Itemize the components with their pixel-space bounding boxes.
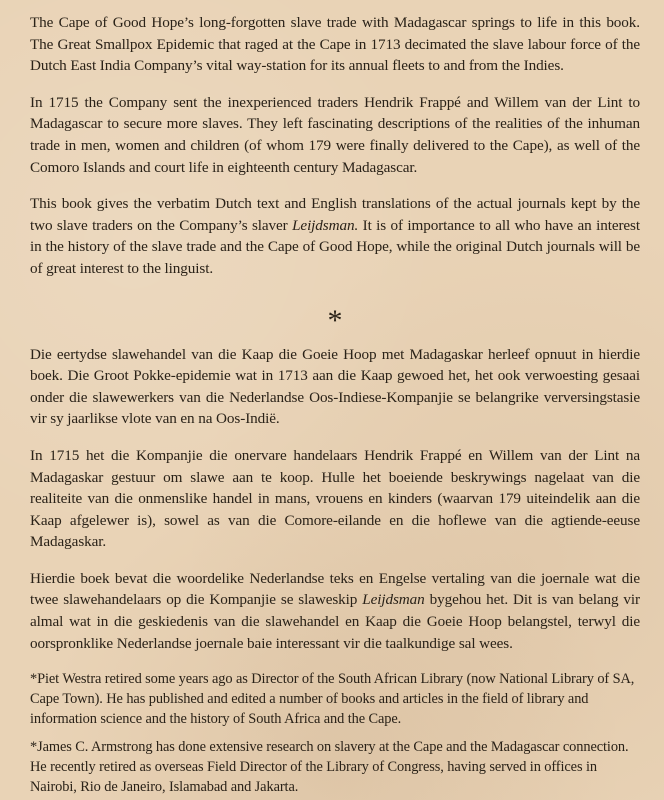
english-paragraph-2: In 1715 the Company sent the inexperienced traders Hendrik Frappé and Willem van der Lint to Madagascar to secure more slaves. They left fascinating descriptions of the realities of the inhuman trade in men, women and children (of whom 179 were finally delivered to the Cape), as well of the Comoro Islands and court life in eighteenth century Madagascar. <box>30 93 640 176</box>
afrikaans-paragraph-3 <box>30 568 640 654</box>
afrikaans-paragraph-3-text-b: bygehou het. Dit is van belang vir almal wat in die geskiedenis van die slawehandel en Kaap die Goeie Hoop belangstel, terwyl die oorspronklike Nederlandse joernale baie interessant vir die taalkundige sal wees. <box>30 591 640 652</box>
ship-name-english: Leijdsman. <box>292 216 359 234</box>
author-note-westra: *Piet Westra retired some years ago as Director of the South African Library (now National Library of SA, Cape Town). He has published and edited a number of books and articles in the field of library and information science and the history of South Africa and the Cape. <box>30 671 635 728</box>
english-paragraph-3 <box>30 193 640 279</box>
ship-name-afrikaans: Leijdsman <box>362 591 425 609</box>
afrikaans-paragraph-1: Die eertydse slawehandel van die Kaap die Goeie Hoop met Madagaskar herleef opnuut in hierdie boek. Die Groot Pokke-epidemie wat in 1713 aan die Kaap gewoed het, het ook verwoesting gesaai onder die slawewerkers van die Nederlandse Oos-Indiese-Kompanjie se belangrike verversingstasie vir sy jaarlikse vlote van en na Oos-Indië. <box>30 345 640 428</box>
section-separator: * <box>327 303 343 337</box>
english-paragraph-3-text-b: It is of importance to all who have an interest in the history of the slave trade and the Cape of Good Hope, while the original Dutch journals will be of great interest to the linguist. <box>30 216 640 277</box>
author-note-armstrong: *James C. Armstrong has done extensive research on slavery at the Cape and the Madagascar connection. He recently retired as overseas Field Director of the Library of Congress, having served in offices in Nairobi, Rio de Janeiro, Islamabad and Jakarta. <box>30 739 629 796</box>
english-paragraph-3-text-a: This book gives the verbatim Dutch text and English translations of the actual journals kept by the two slave traders on the Company’s slaver <box>30 195 640 234</box>
afrikaans-paragraph-2: In 1715 het die Kompanjie die onervare handelaars Hendrik Frappé en Willem van der Lint na Madagaskar gestuur om slawe aan te koop. Hulle het boeiende beskrywings nagelaat van die realiteite van die onmenslike handel in mans, vrouens en kinders (waarvan 179 uiteindelik aan die Kaap afgelewer is), sowel as van die Comore-eilande en die hoflewe van die agtiende-eeuse Madagaskar. <box>30 446 640 551</box>
afrikaans-paragraph-3-text-a: Hierdie boek bevat die woordelike Nederlandse teks en Engelse vertaling van die joernale wat die twee slawehandelaars op die Kompanjie se slaweskip <box>30 569 640 609</box>
english-paragraph-1: The Cape of Good Hope’s long-forgotten slave trade with Madagascar springs to life in this book. The Great Smallpox Epidemic that raged at the Cape in 1713 decimated the slave labour force of the Dutch East India Company’s vital way-station for its annual fleets to and from the Indies. <box>30 14 640 75</box>
